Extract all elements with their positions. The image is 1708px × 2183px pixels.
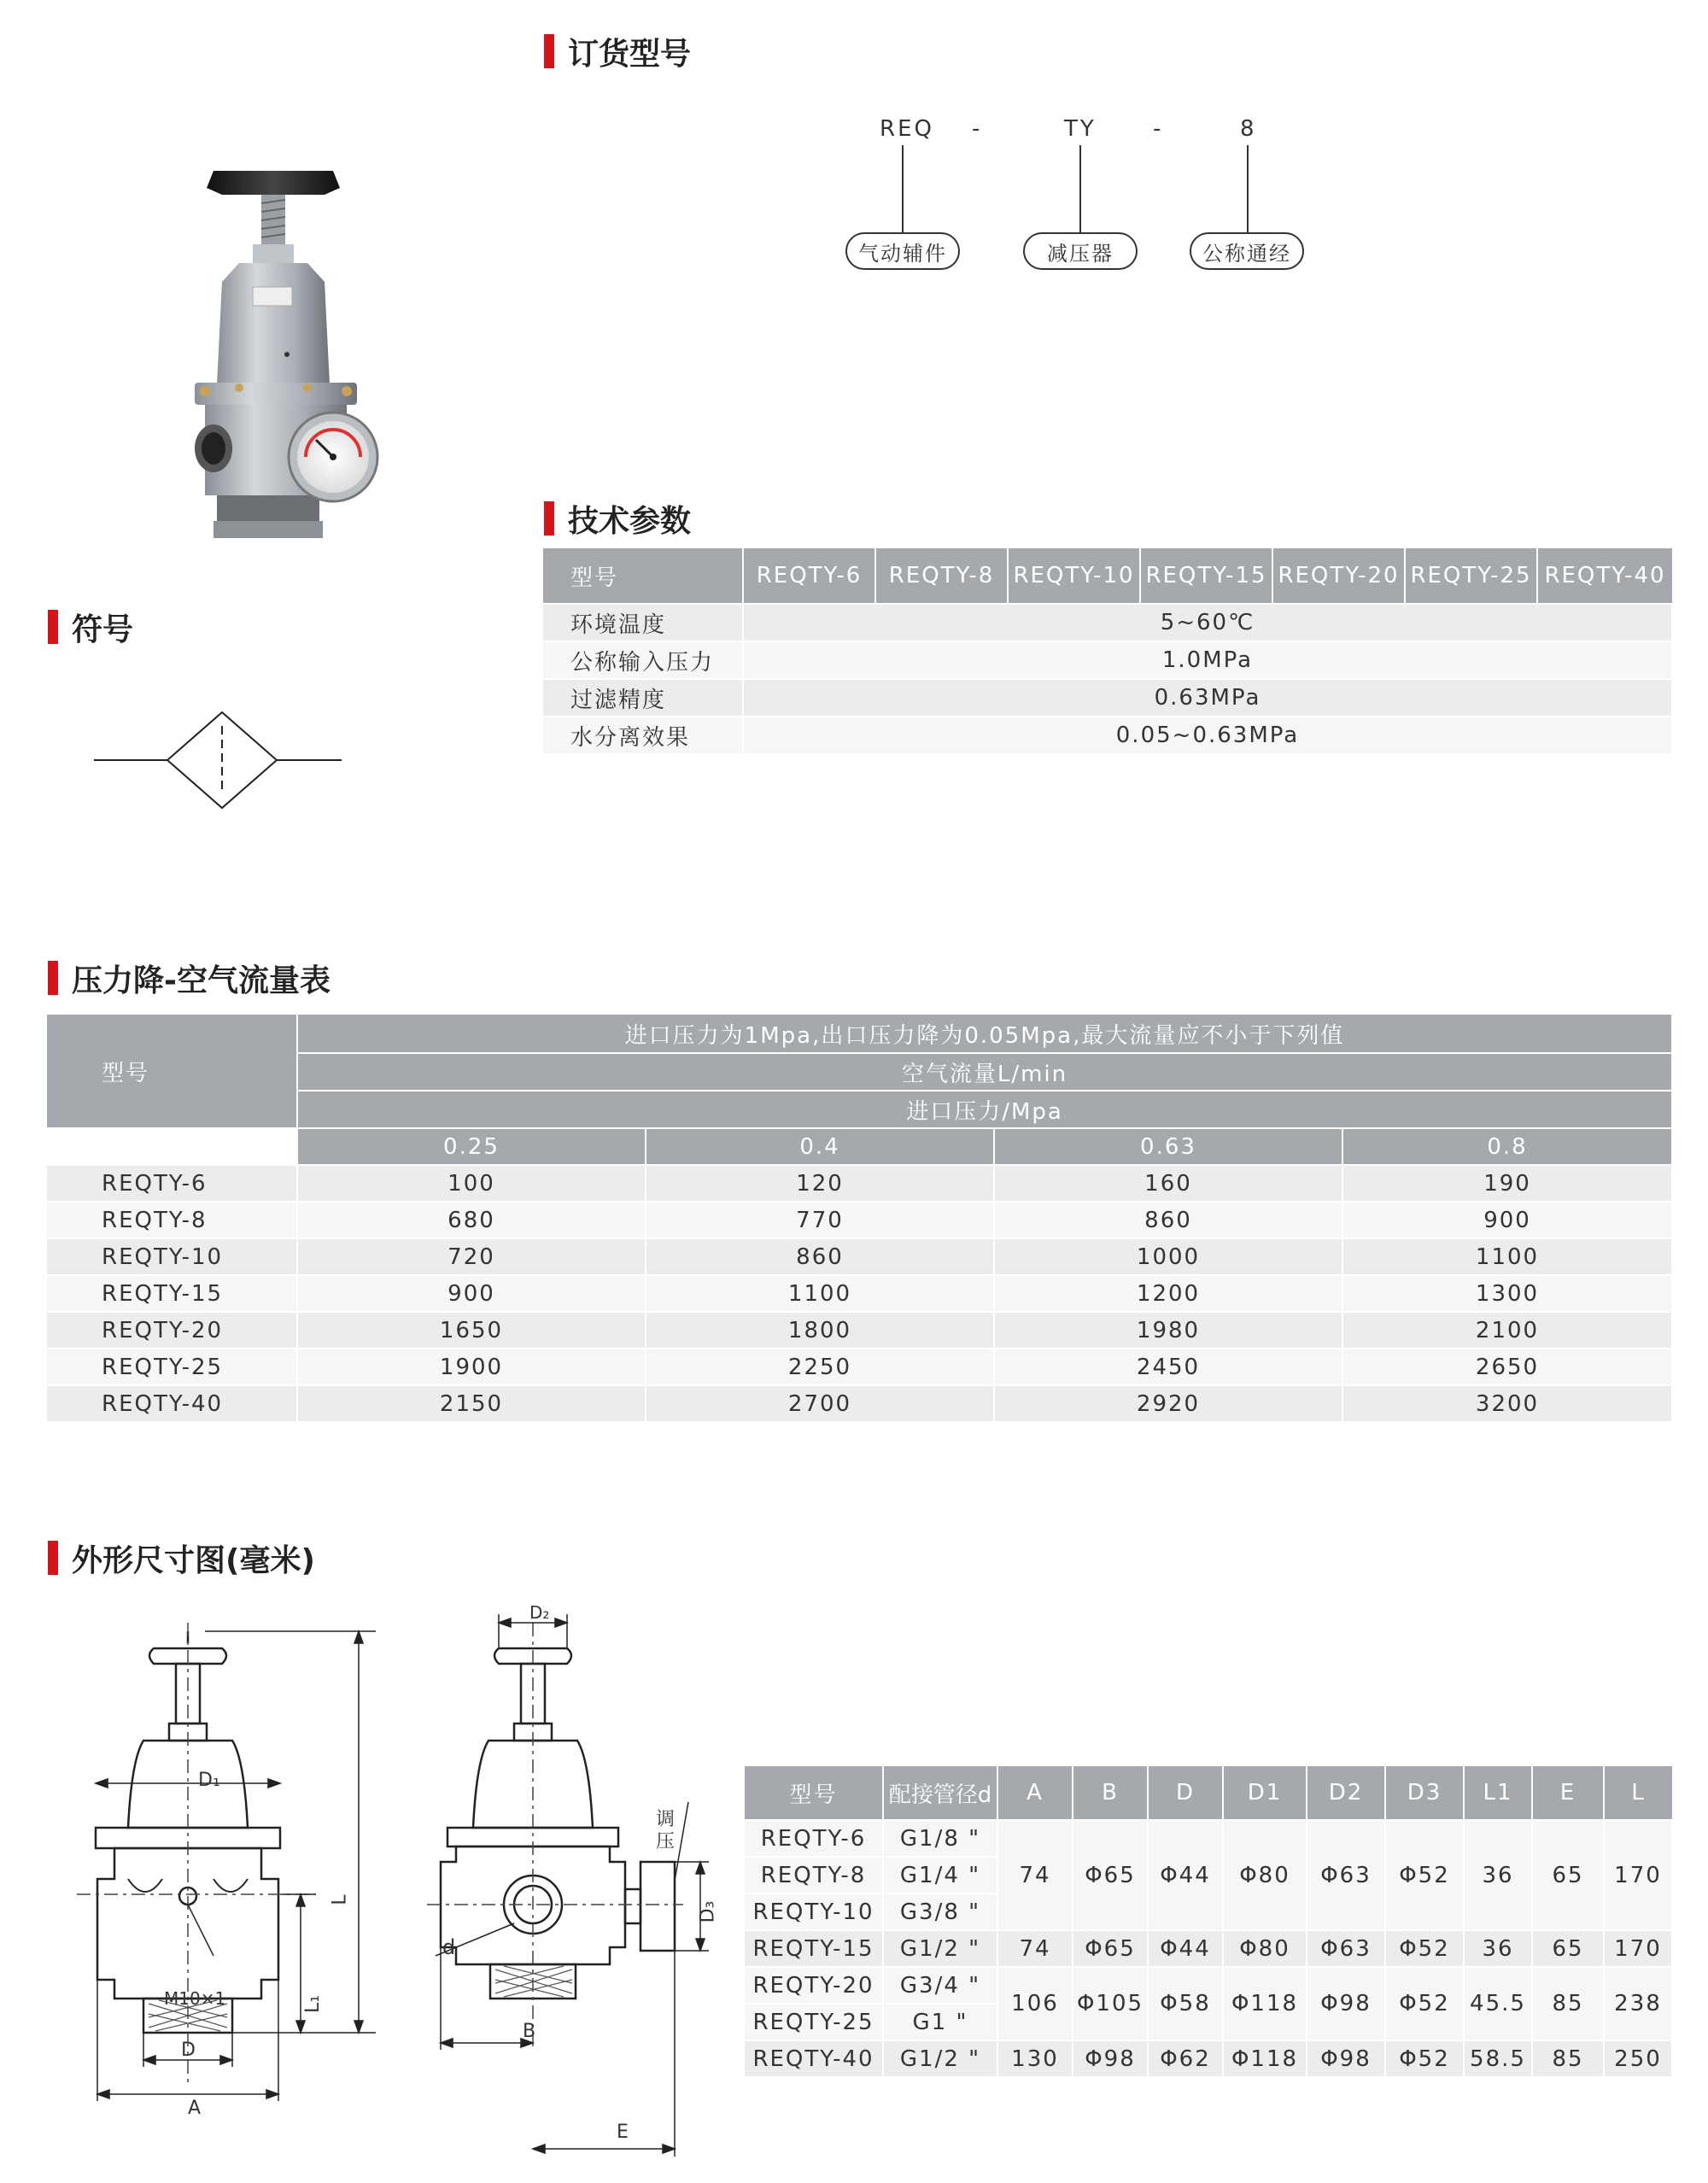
flow-value: 860 [646, 1238, 994, 1275]
flow-pressure-2: 0.4 [646, 1128, 994, 1165]
dims-model: REQTY-25 [745, 2004, 883, 2040]
tech-row-label: 环境温度 [543, 604, 743, 641]
flow-value: 900 [1342, 1202, 1672, 1238]
flow-pressure-3: 0.63 [994, 1128, 1342, 1165]
front-view-drawing [77, 1623, 418, 2135]
dims-value: Φ44 [1148, 1820, 1223, 1930]
pressure-flow-table [47, 1015, 1673, 1423]
dims-value: 85 [1532, 2040, 1604, 2077]
dims-header: E [1532, 1766, 1604, 1820]
section-title-dims [48, 1539, 315, 1577]
flow-value: 2250 [646, 1349, 994, 1385]
dims-model: REQTY-8 [745, 1857, 883, 1893]
label-D3: D₃ [697, 1900, 719, 1923]
label-E: E [617, 2122, 629, 2143]
table-row [47, 1202, 1672, 1238]
dims-header: D [1148, 1766, 1223, 1820]
flow-value: 1980 [994, 1312, 1342, 1349]
section-title-dims-text: 外形尺寸图(毫米) [72, 1542, 315, 1578]
tech-header-model-6: REQTY-25 [1405, 548, 1537, 604]
flow-value: 1900 [297, 1349, 646, 1385]
title-marker [48, 961, 58, 995]
tech-row-label: 水分离效果 [543, 717, 743, 754]
dims-model: REQTY-20 [745, 1967, 883, 2004]
flow-model: REQTY-6 [47, 1165, 297, 1202]
dims-value: 45.5 [1464, 1967, 1532, 2040]
flow-value: 1100 [1342, 1238, 1672, 1275]
dims-value: Φ52 [1385, 1930, 1464, 1967]
tech-row-value: 1.0MPa [743, 641, 1672, 679]
dims-value: Φ105 [1073, 1967, 1148, 2040]
dims-header: 型号 [745, 1766, 883, 1820]
dims-port: G1/2 " [883, 2040, 997, 2077]
table-row [745, 1967, 1672, 2004]
flow-model: REQTY-20 [47, 1312, 297, 1349]
dims-port: G1 " [883, 2004, 997, 2040]
dims-value: 58.5 [1464, 2040, 1532, 2077]
table-row [543, 604, 1672, 641]
dims-model: REQTY-10 [745, 1893, 883, 1930]
dims-header: D1 [1223, 1766, 1307, 1820]
flow-header-row-1 [47, 1015, 1672, 1053]
flow-pressure-blank [47, 1128, 297, 1165]
dims-header-row [745, 1766, 1672, 1820]
dims-header: B [1073, 1766, 1148, 1820]
flow-header-flow-unit: 空气流量L/min [297, 1053, 1672, 1091]
dims-model: REQTY-15 [745, 1930, 883, 1967]
dims-value: 65 [1532, 1930, 1604, 1967]
dims-model: REQTY-40 [745, 2040, 883, 2077]
code-part-series: REQ [880, 116, 934, 142]
flow-value: 3200 [1342, 1385, 1672, 1422]
dims-value: 74 [997, 1820, 1073, 1930]
table-row [47, 1385, 1672, 1422]
flow-value: 100 [297, 1165, 646, 1202]
dims-value: Φ52 [1385, 1820, 1464, 1930]
title-marker [48, 1541, 58, 1575]
table-row [543, 717, 1672, 754]
flow-value: 2650 [1342, 1349, 1672, 1385]
filter-symbol-diagram [85, 700, 359, 820]
flow-value: 770 [646, 1202, 994, 1238]
dims-value: Φ80 [1223, 1820, 1307, 1930]
flow-value: 120 [646, 1165, 994, 1202]
flow-value: 1800 [646, 1312, 994, 1349]
tech-header-model-3: REQTY-10 [1008, 548, 1140, 604]
flow-value: 1000 [994, 1238, 1342, 1275]
dims-port: G3/8 " [883, 1893, 997, 1930]
dims-port: G1/4 " [883, 1857, 997, 1893]
tech-header-model-2: REQTY-8 [875, 548, 1008, 604]
dims-model: REQTY-6 [745, 1820, 883, 1857]
flow-value: 190 [1342, 1165, 1672, 1202]
flow-pressure-row [47, 1128, 1672, 1165]
tech-row-label: 公称输入压力 [543, 641, 743, 679]
table-row [745, 1820, 1672, 1857]
dims-port: G1/2 " [883, 1930, 997, 1967]
tech-row-value: 5~60℃ [743, 604, 1672, 641]
dims-value: 170 [1604, 1930, 1672, 1967]
label-d: d [442, 1935, 456, 1959]
flow-value: 2450 [994, 1349, 1342, 1385]
flow-value: 900 [297, 1275, 646, 1312]
tech-parameters-table [543, 548, 1673, 755]
dims-value: Φ52 [1385, 1967, 1464, 2040]
label-A: A [188, 2098, 202, 2119]
dims-value: Φ118 [1223, 1967, 1307, 2040]
tech-row-label: 过滤精度 [543, 679, 743, 717]
dimensions-table [745, 1766, 1673, 2078]
flow-value: 2100 [1342, 1312, 1672, 1349]
dims-value: Φ65 [1073, 1820, 1148, 1930]
flow-pressure-4: 0.8 [1342, 1128, 1672, 1165]
label-L1: L₁ [302, 1994, 325, 2014]
table-row [745, 1930, 1672, 1967]
label-D2: D₂ [529, 1602, 550, 1623]
section-title-tech-text: 技术参数 [568, 503, 692, 539]
label-B: B [523, 2021, 536, 2042]
flow-model: REQTY-40 [47, 1385, 297, 1422]
dims-port: G1/8 " [883, 1820, 997, 1857]
dims-value: 106 [997, 1967, 1073, 2040]
code-part-dash-1: - [972, 116, 983, 142]
dims-value: Φ63 [1307, 1820, 1385, 1930]
dims-port: G3/4 " [883, 1967, 997, 2004]
flow-header-inlet-pressure: 进口压力/Mpa [297, 1091, 1672, 1128]
flow-value: 860 [994, 1202, 1342, 1238]
label-D: D [181, 2040, 196, 2061]
dims-value: Φ58 [1148, 1967, 1223, 2040]
table-row [47, 1349, 1672, 1385]
side-view-drawing [427, 1606, 769, 2161]
dims-value: 36 [1464, 1930, 1532, 1967]
tech-header-model-4: REQTY-15 [1140, 548, 1272, 604]
section-title-flow-text: 压力降-空气流量表 [72, 963, 330, 998]
tech-header-model: 型号 [543, 548, 743, 604]
section-title-flow [48, 959, 330, 997]
tech-header-model-1: REQTY-6 [743, 548, 875, 604]
dims-value: Φ98 [1307, 2040, 1385, 2077]
flow-value: 160 [994, 1165, 1342, 1202]
flow-value: 1300 [1342, 1275, 1672, 1312]
table-row [47, 1165, 1672, 1202]
table-row [47, 1312, 1672, 1349]
flow-model: REQTY-8 [47, 1202, 297, 1238]
dims-value: Φ80 [1223, 1930, 1307, 1967]
dims-value: Φ98 [1307, 1967, 1385, 2040]
flow-value: 1200 [994, 1275, 1342, 1312]
table-row [47, 1275, 1672, 1312]
table-row [543, 641, 1672, 679]
flow-pressure-1: 0.25 [297, 1128, 646, 1165]
dims-header: D3 [1385, 1766, 1464, 1820]
table-row [543, 679, 1672, 717]
label-D1: D₁ [198, 1770, 220, 1791]
flow-model: REQTY-15 [47, 1275, 297, 1312]
section-title-symbol [48, 608, 133, 646]
table-row [47, 1238, 1672, 1275]
flow-value: 1100 [646, 1275, 994, 1312]
label-thread: M10×1 [164, 1988, 226, 2009]
flow-header-model: 型号 [47, 1015, 297, 1128]
dims-value: 250 [1604, 2040, 1672, 2077]
section-title-tech [544, 500, 691, 537]
dims-value: 130 [997, 2040, 1073, 2077]
dims-value: Φ118 [1223, 2040, 1307, 2077]
flow-value: 2920 [994, 1385, 1342, 1422]
flow-value: 2150 [297, 1385, 646, 1422]
tech-header-model-7: REQTY-40 [1537, 548, 1672, 604]
flow-model: REQTY-10 [47, 1238, 297, 1275]
dims-value: 85 [1532, 1967, 1604, 2040]
dims-value: Φ44 [1148, 1930, 1223, 1967]
dims-value: Φ63 [1307, 1930, 1385, 1967]
dims-value: 65 [1532, 1820, 1604, 1930]
code-part-size: 8 [1240, 116, 1257, 142]
dims-value: 74 [997, 1930, 1073, 1967]
dims-value: 238 [1604, 1967, 1672, 2040]
flow-value: 720 [297, 1238, 646, 1275]
tag-nominal-diameter: 公称通经 [1190, 232, 1304, 270]
code-part-type: TY [1064, 116, 1097, 142]
section-title-symbol-text: 符号 [72, 612, 134, 647]
tech-header-row [543, 548, 1672, 604]
section-title-order-text: 订货型号 [568, 36, 692, 72]
flow-value: 680 [297, 1202, 646, 1238]
label-adjust: 调压 [656, 1809, 676, 1852]
dims-value: Φ52 [1385, 2040, 1464, 2077]
title-marker [544, 501, 554, 536]
dims-header: 配接管径d [883, 1766, 997, 1820]
dims-value: Φ65 [1073, 1930, 1148, 1967]
dims-value: Φ98 [1073, 2040, 1148, 2077]
label-L: L [329, 1894, 351, 1905]
title-marker [48, 610, 58, 644]
dims-header: D2 [1307, 1766, 1385, 1820]
tech-row-value: 0.63MPa [743, 679, 1672, 717]
dims-value: 36 [1464, 1820, 1532, 1930]
flow-value: 1650 [297, 1312, 646, 1349]
tag-pressure-reducer: 减压器 [1023, 232, 1138, 270]
tech-row-value: 0.05~0.63MPa [743, 717, 1672, 754]
tag-pneumatic-accessory: 气动辅件 [845, 232, 960, 270]
flow-model: REQTY-25 [47, 1349, 297, 1385]
flow-value: 2700 [646, 1385, 994, 1422]
code-part-dash-2: - [1153, 116, 1164, 142]
table-row [745, 2040, 1672, 2077]
flow-header-condition: 进口压力为1Mpa,出口压力降为0.05Mpa,最大流量应不小于下列值 [297, 1015, 1672, 1053]
tech-header-model-5: REQTY-20 [1272, 548, 1405, 604]
dims-value: Φ62 [1148, 2040, 1223, 2077]
dims-header: L [1604, 1766, 1672, 1820]
product-photo [179, 162, 401, 547]
dims-value: 170 [1604, 1820, 1672, 1930]
dims-header: L1 [1464, 1766, 1532, 1820]
dims-header: A [997, 1766, 1073, 1820]
